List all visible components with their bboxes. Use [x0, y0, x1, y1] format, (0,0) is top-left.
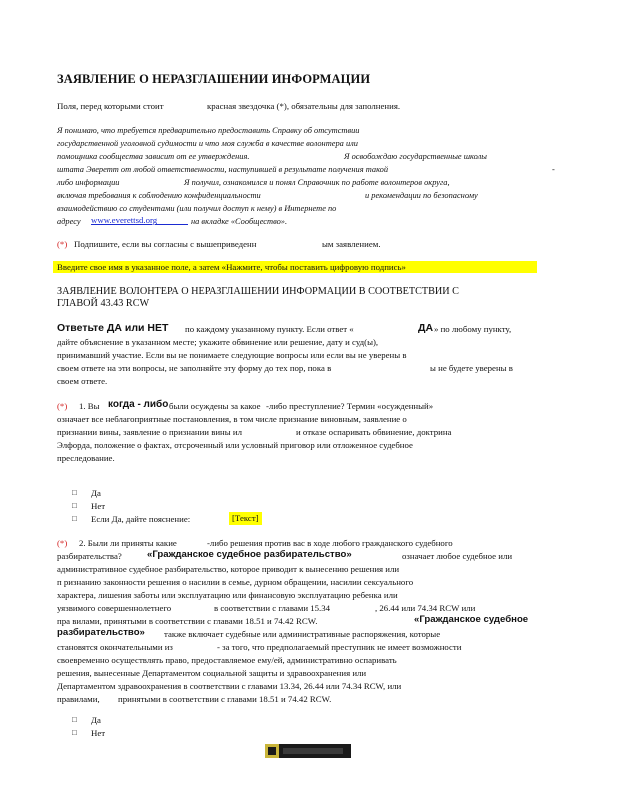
q1-required-star: (*) [57, 401, 68, 411]
q2-civil-proceeding-term-2: «Гражданское судебное [414, 614, 529, 625]
italic-line-3b: Я освобождаю государственные школы [344, 152, 487, 161]
agree-text-a: Подпишите, если вы согласны с вышеприведенн [74, 239, 257, 249]
q1-line-2: означает все неблагоприятные постановления, в том числе признание виновным, заявление о [57, 414, 407, 424]
q2-line-12: Департаментом здравоохранения в соответствии с главами 13.34, 26.44 или 74.34 RCW, или [57, 681, 402, 691]
q2-line-5: характера, лишения заботы или эксплуатацию или финансовую эксплуатацию ребенка или [57, 590, 398, 600]
italic-line-4-dash: - [552, 165, 555, 174]
answer-intro-line-5: своем ответе. [57, 376, 108, 386]
required-note-b: красная звездочка (*), обязательны для заполнения. [207, 101, 401, 111]
everettsd-link[interactable]: www.everettsd.org [91, 215, 158, 225]
italic-line-2: государственной уголовной судимости и что моя служба в качестве волонтера или [57, 139, 358, 148]
q1-number: 1. Вы [79, 401, 100, 411]
italic-line-3: помощника сообщества зависит от ее утверждения. [57, 152, 250, 161]
q1-option-no-bullet[interactable]: □ [72, 501, 77, 510]
q2-civil-proceeding-term-3: разбирательство» [57, 627, 145, 638]
q2-line-8: также включает судебные или административные распоряжения, которые [164, 629, 441, 639]
q2-required-star: (*) [57, 538, 68, 548]
q1-option-no[interactable]: Нет [91, 501, 106, 511]
q2-line-7a: пра вилами, принятыми в соответствии с главами 18.51 и 74.42 RCW. [57, 616, 318, 626]
q2-option-yes-bullet[interactable]: □ [72, 715, 77, 724]
answer-intro-line-4: своем ответе на эти вопросы, не заполняйте эту форму до тех пор, пока в [57, 363, 332, 373]
q2-civil-proceeding-term: «Гражданское судебное разбирательство» [147, 549, 352, 560]
q2-text-a: 2. Были ли приняты какие [79, 538, 177, 548]
q1-option-yes-bullet[interactable]: □ [72, 488, 77, 497]
q1-ever-label: когда - либо [108, 399, 169, 410]
italic-line-5: либо информации [57, 178, 120, 187]
q2-line-11: решения, вынесенные Департаментом социальной защиты и здравоохранения или [57, 668, 367, 678]
q2-option-no-bullet[interactable]: □ [72, 728, 77, 737]
q2-line-10: своевременно осуществлять право, предоставляемое ему/ей, административно оспаривать [57, 655, 397, 665]
q2-line-9a: становятся окончательными из [57, 642, 173, 652]
q2-text-b: -либо решения против вас в ходе любого гражданского судебного [207, 538, 453, 548]
logo-stamp-icon [265, 744, 351, 758]
document-title: ЗАЯВЛЕНИЕ О НЕРАЗГЛАШЕНИИ ИНФОРМАЦИИ [57, 72, 371, 86]
q1-text-a: были осуждены за какое [169, 401, 261, 411]
italic-line-6b: и рекомендации по безопасному [365, 191, 478, 200]
q1-explanation-field[interactable]: [Текст] [229, 512, 262, 525]
q1-line-5: преследование. [57, 453, 115, 463]
italic-line-6: включая требования к соблюдению конфиденциальности [57, 191, 261, 200]
answer-intro-b: » по любому пункту, [434, 324, 512, 334]
q1-line-3b: и отказе оспаривать обвинение, доктрина [296, 427, 452, 437]
agree-text-b: ым заявлением. [322, 239, 381, 249]
answer-intro-a: по каждому указанному пункту. Если ответ « [185, 324, 354, 334]
answer-intro-line-4b: ы не будете уверены в [430, 363, 513, 373]
answer-intro-line-3: принимавший участие. Если вы не понимаете следующие вопросы или если вы не уверены в [57, 350, 407, 360]
italic-line-8b: на вкладке «Сообщество». [191, 217, 288, 226]
q1-text-b: -либо преступление? Термин «осужденный» [266, 401, 434, 411]
answer-yes-no-label: Ответьте ДА или НЕТ [57, 322, 169, 334]
q2-line-6a: уязвимого совершеннолетнего [57, 603, 172, 613]
q2-line-13a: правилами, [57, 694, 100, 704]
q1-line-4: Элфорда, положение о фактах, отсроченный или условный приговор или отложенное судебное [57, 440, 413, 450]
q2-line-2a: разбирательства? [57, 551, 122, 561]
link-underline [155, 224, 188, 225]
q2-line-13b: принятыми в соответствии с главами 18.51 и 74.42 RCW. [118, 694, 332, 704]
q2-line-2b: означает любое судебное или [402, 551, 513, 561]
italic-line-1: Я понимаю, что требуется предварительно предоставить Справку об отсутствии [57, 126, 360, 135]
signature-instruction[interactable]: Введите свое имя в указанное поле, а затем «Нажмите, чтобы поставить цифровую подпись» [53, 261, 537, 273]
q1-option-explain: Если Да, дайте пояснение: [91, 514, 191, 524]
italic-line-8: адресу [57, 217, 81, 226]
q2-option-no[interactable]: Нет [91, 728, 106, 738]
q2-line-6c: , 26.44 или 74.34 RCW или [375, 603, 476, 613]
q2-line-6b: в соответствии с главами 15.34 [214, 603, 331, 613]
q2-line-4: п ризнанию законности решения о насилии в семье, дурном обращении, насилии сексуального [57, 577, 414, 587]
q1-option-explain-bullet[interactable]: □ [72, 514, 77, 523]
required-note-a: Поля, перед которыми стоит [57, 101, 164, 111]
italic-line-4: штата Эверетт от любой ответственности, наступившей в результате получения такой [57, 165, 389, 174]
q2-line-3: административное судебное разбирательство, которое приводит к вынесению решения или [57, 564, 400, 574]
q2-option-yes[interactable]: Да [91, 715, 101, 725]
answer-yes-label: ДА [418, 322, 434, 334]
required-star: (*) [57, 239, 68, 249]
section-title-line-2: ГЛАВОЙ 43.43 RCW [57, 298, 150, 309]
q1-option-yes[interactable]: Да [91, 488, 101, 498]
q1-line-3a: признании вины, заявление о признании вины ил [57, 427, 242, 437]
section-title-line-1: ЗАЯВЛЕНИЕ ВОЛОНТЕРА О НЕРАЗГЛАШЕНИИ ИНФОРМАЦИИ В СООТВЕТСТВИИ С [57, 286, 459, 297]
italic-line-5b: Я получил, ознакомился и понял Справочник по работе волонтеров округа, [184, 178, 450, 187]
italic-line-7: взаимодействию со студентами (или получил доступ к нему) в Интернете по [57, 204, 337, 213]
q2-line-9b: - за того, что предполагаемый преступник не имеет возможности [217, 642, 462, 652]
answer-intro-line-2: дайте объяснение в указанном месте; укажите обвинение или решение, дату и суд(ы), [57, 337, 379, 347]
